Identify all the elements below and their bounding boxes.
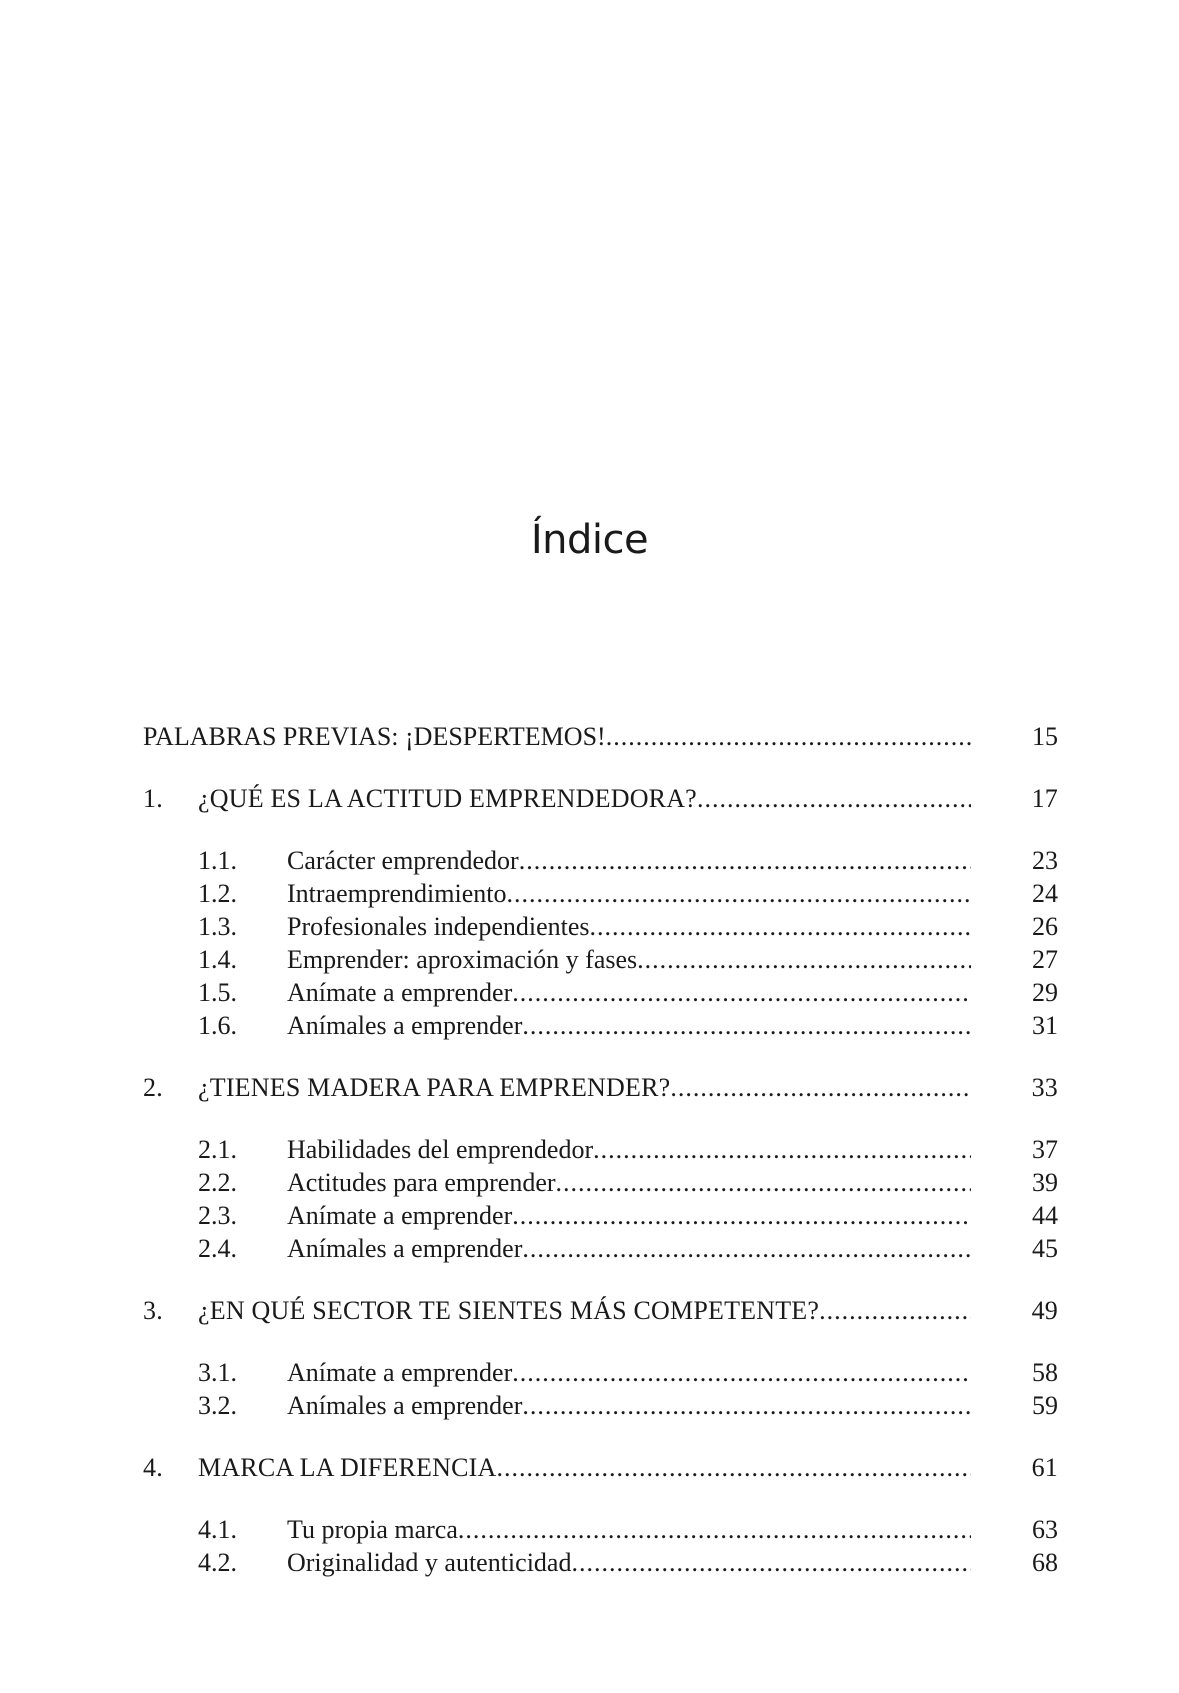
toc-entry-label: Anímales a emprender xyxy=(287,1234,523,1263)
toc-entry-page-number: 39 xyxy=(1032,1168,1058,1197)
toc-entry-page-number: 59 xyxy=(1032,1391,1058,1420)
dot-leader xyxy=(506,877,971,910)
toc-entry-number: 1.3. xyxy=(198,912,237,941)
toc-entry-page-number: 63 xyxy=(1032,1515,1058,1544)
toc-entry-page-number: 33 xyxy=(1031,1073,1058,1102)
toc-entry-number: 2.4. xyxy=(198,1234,237,1263)
toc-entry-page-number: 58 xyxy=(1032,1358,1058,1387)
toc-entry-title xyxy=(287,1546,971,1579)
toc-entry-number: 1.6. xyxy=(198,1011,237,1040)
toc-entry-label: ¿QUÉ ES LA ACTITUD EMPRENDEDORA? xyxy=(198,784,697,813)
dot-leader xyxy=(556,1166,971,1199)
toc-entry-section[interactable] xyxy=(143,1356,1058,1389)
toc-entry-section[interactable] xyxy=(143,1009,1058,1042)
toc-entry-number: 3. xyxy=(143,1296,163,1325)
toc-entry-label: Anímate a emprender xyxy=(287,1358,513,1387)
dot-leader xyxy=(512,976,971,1009)
toc-entry-title xyxy=(287,1513,971,1546)
toc-entry-title xyxy=(287,1389,971,1422)
toc-entry-title xyxy=(287,1356,971,1389)
toc-entry-page-number: 44 xyxy=(1032,1201,1058,1230)
toc-entry-label: Anímales a emprender xyxy=(287,1011,523,1040)
toc-entry-title xyxy=(287,844,971,877)
toc-entry-section[interactable] xyxy=(143,844,1058,877)
toc-entry-title xyxy=(287,1199,971,1232)
dot-leader xyxy=(497,1451,972,1484)
toc-entry-title xyxy=(287,1133,971,1166)
dot-leader xyxy=(522,1389,971,1422)
toc-entry-title xyxy=(287,943,971,976)
toc-entry-page-number: 26 xyxy=(1032,912,1058,941)
toc-entry-chapter[interactable] xyxy=(143,1451,1058,1484)
toc-entry-number: 2.2. xyxy=(198,1168,237,1197)
dot-leader xyxy=(519,844,971,877)
toc-entry-label: ¿EN QUÉ SECTOR TE SIENTES MÁS COMPETENTE? xyxy=(198,1296,820,1325)
toc-entry-page-number: 37 xyxy=(1032,1135,1058,1164)
toc-entry-title xyxy=(198,1294,971,1327)
toc-entry-number: 2.3. xyxy=(198,1201,237,1230)
toc-entry-page-number: 15 xyxy=(1032,722,1058,751)
toc-entry-label: Intraemprendimiento xyxy=(287,879,507,908)
dot-leader xyxy=(819,1294,971,1327)
toc-entry-label: Originalidad y autenticidad xyxy=(287,1548,572,1577)
toc-entry-page-number: 29 xyxy=(1032,978,1058,1007)
toc-entry-number: 3.1. xyxy=(198,1358,237,1387)
toc-entry-label: Habilidades del emprendedor xyxy=(287,1135,594,1164)
toc-entry-page-number: 27 xyxy=(1032,945,1058,974)
toc-entry-label: Anímate a emprender xyxy=(287,978,513,1007)
toc-entry-section[interactable] xyxy=(143,1546,1058,1579)
toc-entry-title xyxy=(198,1071,971,1104)
dot-leader xyxy=(697,782,971,815)
toc-entry-number: 2. xyxy=(143,1073,163,1102)
dot-leader xyxy=(512,1199,971,1232)
toc-entry-page-number: 17 xyxy=(1031,784,1058,813)
toc-entry-section[interactable] xyxy=(143,943,1058,976)
toc-entry-page-number: 23 xyxy=(1032,846,1058,875)
toc-entry-section[interactable] xyxy=(143,1513,1058,1546)
toc-entry-number: 4.1. xyxy=(198,1515,237,1544)
toc-entry-title xyxy=(287,877,971,910)
toc-entry-chapter[interactable] xyxy=(143,1294,1058,1327)
toc-entry-label: Anímales a emprender xyxy=(287,1391,523,1420)
toc-entry-chapter[interactable] xyxy=(143,782,1058,815)
toc-entry-number: 4.2. xyxy=(198,1548,237,1577)
toc-entry-frontmatter[interactable] xyxy=(143,720,1058,753)
dot-leader xyxy=(637,943,971,976)
toc-entry-number: 1.4. xyxy=(198,945,237,974)
dot-leader xyxy=(590,910,971,943)
dot-leader xyxy=(458,1513,971,1546)
toc-entry-section[interactable] xyxy=(143,1133,1058,1166)
toc-entry-number: 1.5. xyxy=(198,978,237,1007)
toc-entry-label: MARCA LA DIFERENCIA xyxy=(198,1453,497,1482)
page-title: Índice xyxy=(530,517,649,563)
toc-entry-number: 4. xyxy=(143,1453,163,1482)
toc-entry-label: Tu propia marca xyxy=(287,1515,458,1544)
toc-entry-section[interactable] xyxy=(143,1199,1058,1232)
toc-entry-label: Anímate a emprender xyxy=(287,1201,513,1230)
dot-leader xyxy=(522,1232,971,1265)
toc-entry-section[interactable] xyxy=(143,877,1058,910)
dot-leader xyxy=(606,720,971,753)
toc-entry-number: 1.2. xyxy=(198,879,237,908)
toc-entry-title xyxy=(287,1232,971,1265)
toc-entry-page-number: 45 xyxy=(1032,1234,1058,1263)
toc-entry-page-number: 49 xyxy=(1031,1296,1058,1325)
toc-entry-title xyxy=(287,1009,971,1042)
toc-entry-number: 3.2. xyxy=(198,1391,237,1420)
toc-entry-page-number: 24 xyxy=(1032,879,1058,908)
toc-entry-section[interactable] xyxy=(143,910,1058,943)
toc-entry-title xyxy=(198,782,971,815)
toc-entry-page-number: 68 xyxy=(1032,1548,1058,1577)
toc-entry-chapter[interactable] xyxy=(143,1071,1058,1104)
dot-leader xyxy=(512,1356,971,1389)
toc-entry-title xyxy=(198,1451,971,1484)
dot-leader xyxy=(593,1133,971,1166)
toc-entry-number: 1.1. xyxy=(198,846,237,875)
toc-entry-section[interactable] xyxy=(143,976,1058,1009)
toc-entry-number: 2.1. xyxy=(198,1135,237,1164)
toc-entry-title xyxy=(287,976,971,1009)
dot-leader xyxy=(571,1546,971,1579)
toc-entry-section[interactable] xyxy=(143,1389,1058,1422)
toc-entry-title xyxy=(287,910,971,943)
toc-entry-label: Carácter emprendedor xyxy=(287,846,519,875)
table-of-contents xyxy=(143,720,1058,1579)
toc-entry-section[interactable] xyxy=(143,1166,1058,1199)
dot-leader xyxy=(670,1071,971,1104)
toc-entry-page-number: 61 xyxy=(1031,1453,1058,1482)
toc-entry-label: ¿TIENES MADERA PARA EMPRENDER? xyxy=(198,1073,671,1102)
toc-entry-label: PALABRAS PREVIAS: ¡DESPERTEMOS! xyxy=(143,722,606,751)
toc-entry-label: Actitudes para emprender xyxy=(287,1168,556,1197)
dot-leader xyxy=(522,1009,971,1042)
toc-entry-title xyxy=(287,1166,971,1199)
toc-entry-page-number: 31 xyxy=(1032,1011,1058,1040)
toc-entry-label: Profesionales independientes xyxy=(287,912,590,941)
toc-entry-number: 1. xyxy=(143,784,163,813)
toc-entry-label: Emprender: aproximación y fases xyxy=(287,945,638,974)
toc-entry-title xyxy=(143,720,971,753)
toc-entry-section[interactable] xyxy=(143,1232,1058,1265)
